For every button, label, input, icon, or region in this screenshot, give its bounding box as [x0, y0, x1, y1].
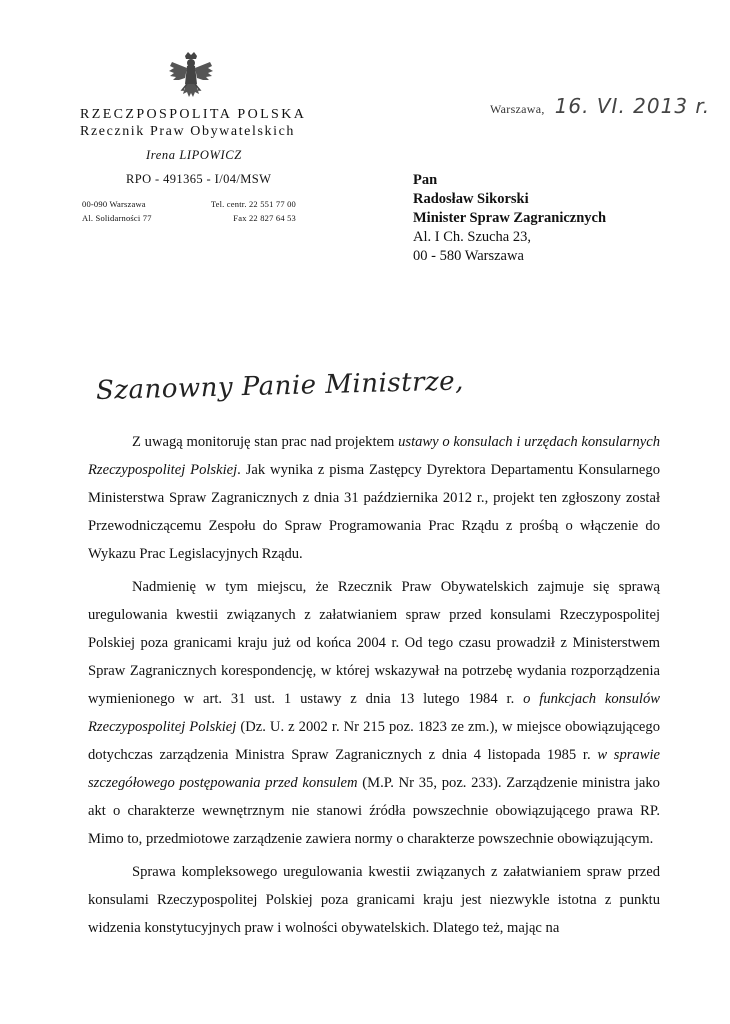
reference-number: RPO - 491365 - I/04/MSW — [126, 172, 272, 186]
recipient-block — [413, 171, 606, 266]
letter-body — [88, 428, 660, 947]
recipient-title: Minister Spraw Zagranicznych — [413, 210, 607, 226]
sender-fax: Fax 22 827 64 53 — [233, 213, 296, 223]
paragraph-3: Sprawa kompleksowego uregulowania kwestii związanych z załatwianiem spraw przed konsulami Rzeczypospolitej Polskiej poza granicami kraju jest niezwykle istotna z punktu widzenia konstytucyjnych praw i wolności obywatelskich. Dlatego też, mając na — [88, 864, 660, 936]
sender-phone: Tel. centr. 22 551 77 00 — [210, 199, 296, 209]
ombudsman-name: Irena LIPOWICZ — [146, 148, 242, 162]
recipient-street: Al. I Ch. Szucha 23, — [413, 229, 531, 245]
dateline — [490, 94, 710, 118]
dateline-place: Warszawa, — [490, 102, 545, 116]
statute-title: ustawy o konsulach i urzędach konsularnych Rzeczypospolitej Polskiej — [88, 434, 660, 478]
sender-contacts — [196, 197, 296, 225]
institution-name: RZECZPOSPOLITA POLSKA — [80, 107, 307, 122]
polish-eagle-emblem-icon — [164, 50, 218, 104]
recipient-city: 00 - 580 Warszawa — [413, 248, 524, 264]
handwritten-greeting: Szanowny Panie Ministrze, — [95, 366, 465, 406]
statute-title: o funkcjach konsulów Rzeczypospolitej Polskiej — [88, 691, 660, 735]
recipient-salutation: Pan — [413, 172, 438, 188]
handwritten-date: 16. VI. 2013 r. — [554, 94, 711, 118]
office-name: Rzecznik Praw Obywatelskich — [80, 124, 296, 139]
sender-postal-city: 00-090 Warszawa — [82, 199, 146, 209]
sender-address — [82, 197, 152, 225]
paragraph-2: Nadmienię w tym miejscu, że Rzecznik Praw Obywatelskich zajmuje się sprawą uregulowania kwestii związanych z załatwianiem spraw przed konsulami Rzeczypospolitej Polskiej poza granicami kraju już od końca 2004 r. Od tego czasu prowadził z Ministerstwem Spraw Zagranicznych korespondencję, w której wskazywał na potrzebę wydania rozporządzenia wymienionego w art. 31 ust. 1 ustawy z dnia 13 lutego 1984 r. o funkcjach konsulów Rzeczypospolitej Polskiej (Dz. U. z 2002 r. Nr 215 poz. 1823 ze zm.), w miejsce obowiązującego dotychczas zarządzenia Ministra Spraw Zagranicznych z dnia 4 listopada 1985 r. w sprawie szczegółowego postępowania przed konsulem (M.P. Nr 35, poz. 233). Zarządzenie ministra jako akt o charakterze wewnętrznym nie stanowi źródła powszechnie obowiązującego prawa RP. Mimo to, przedmiotowe zarządzenie zawiera normy o charakterze powszechnie obowiązującym. — [88, 579, 660, 847]
paragraph-1: Z uwagą monitoruję stan prac nad projektem ustawy o konsulach i urzędach konsularnych Rzeczypospolitej Polskiej. Jak wynika z pisma Zastępcy Dyrektora Departamentu Konsularnego Ministerstwa Spraw Zagranicznych z dnia 31 października 2012 r., projekt ten zgłoszony został Przewodniczącemu Zespołu do Spraw Programowania Prac Rządu z prośbą o włączenie do Wykazu Prac Legislacyjnych Rządu. — [88, 434, 660, 562]
recipient-name: Radosław Sikorski — [413, 191, 529, 207]
sender-street: Al. Solidarności 77 — [82, 213, 152, 223]
regulation-title: w sprawie szczegółowego postępowania przed konsulem — [88, 747, 660, 791]
